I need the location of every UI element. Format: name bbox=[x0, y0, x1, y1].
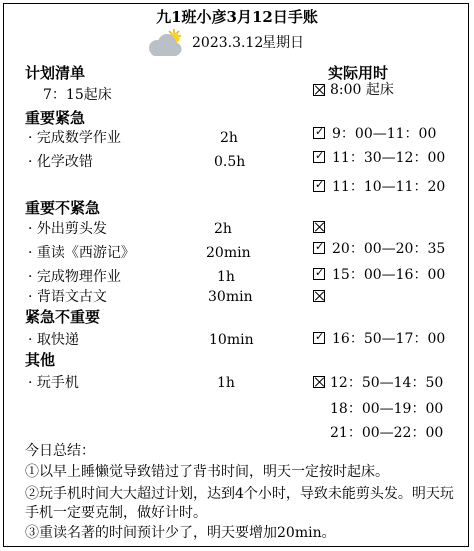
section-heading: 紧急不重要 bbox=[25, 308, 101, 326]
status-box-check: ✓ bbox=[315, 240, 325, 253]
task-duration: 20min bbox=[206, 245, 251, 261]
wake-plan: 7：15起床 bbox=[43, 87, 112, 103]
summary-line: ③重读名著的时间预计少了，明天要增加20min。 bbox=[25, 525, 336, 541]
section-heading: 重要紧急 bbox=[25, 109, 86, 127]
time-range: 11：10—11：20 bbox=[332, 179, 446, 195]
task-name: · 背语文古文 bbox=[28, 289, 107, 305]
status-box-x bbox=[313, 290, 325, 302]
time-range: 18：00—19：00 bbox=[330, 401, 444, 417]
weekday-text: 星期日 bbox=[262, 35, 304, 51]
section-heading: 重要不紧急 bbox=[25, 199, 101, 217]
task-duration: 1h bbox=[217, 375, 235, 391]
task-name: · 完成数学作业 bbox=[28, 130, 121, 146]
partly-cloudy-icon bbox=[145, 27, 185, 59]
time-range: 12：50—14：50 bbox=[330, 375, 444, 391]
wake-actual: 8:00 起床 bbox=[330, 82, 394, 98]
time-range: 16：50—17：00 bbox=[332, 331, 446, 347]
task-duration: 2h bbox=[220, 130, 238, 146]
status-box-check: ✓ bbox=[315, 178, 325, 191]
status-box-x bbox=[313, 84, 325, 96]
time-range: 20：00—20：35 bbox=[332, 241, 446, 257]
status-box-check: ✓ bbox=[315, 266, 325, 279]
date-text: 2023.3.12 bbox=[192, 35, 264, 51]
status-box-check: ✓ bbox=[315, 330, 325, 343]
actual-header: 实际用时 bbox=[328, 64, 389, 82]
section-heading: 其他 bbox=[25, 351, 56, 369]
status-box-x bbox=[313, 376, 325, 388]
task-name: · 取快递 bbox=[28, 332, 79, 348]
task-name: · 外出剪头发 bbox=[28, 221, 107, 237]
status-box-x bbox=[313, 221, 325, 233]
time-range: 15：00—16：00 bbox=[332, 267, 446, 283]
task-name: · 重读《西游记》 bbox=[28, 245, 135, 261]
summary-line: ②玩手机时间大大超过计划，达到4个小时，导致未能剪头发。明天玩 bbox=[25, 486, 454, 502]
status-box-check: ✓ bbox=[315, 149, 325, 162]
plan-header: 计划清单 bbox=[25, 64, 86, 82]
summary-line: 手机一定要克制，做好计时。 bbox=[25, 505, 207, 521]
task-name: · 化学改错 bbox=[28, 154, 93, 170]
summary-line: ①以早上睡懒觉导致错过了背书时间，明天一定按时起床。 bbox=[25, 464, 389, 480]
time-range: 21：00—22：00 bbox=[330, 425, 444, 441]
task-name: · 玩手机 bbox=[28, 375, 79, 391]
task-duration: 0.5h bbox=[214, 154, 246, 170]
status-box-check: ✓ bbox=[315, 125, 325, 138]
summary-title: 今日总结： bbox=[25, 443, 95, 459]
task-duration: 10min bbox=[209, 332, 254, 348]
page-title: 九1班小彦3月12日手账 bbox=[156, 8, 318, 26]
time-range: 11：30—12：00 bbox=[332, 150, 446, 166]
task-name: · 完成物理作业 bbox=[28, 269, 121, 285]
task-duration: 30min bbox=[208, 289, 253, 305]
task-duration: 2h bbox=[214, 221, 232, 237]
time-range: 9：00—11：00 bbox=[332, 126, 437, 142]
task-duration: 1h bbox=[217, 269, 235, 285]
